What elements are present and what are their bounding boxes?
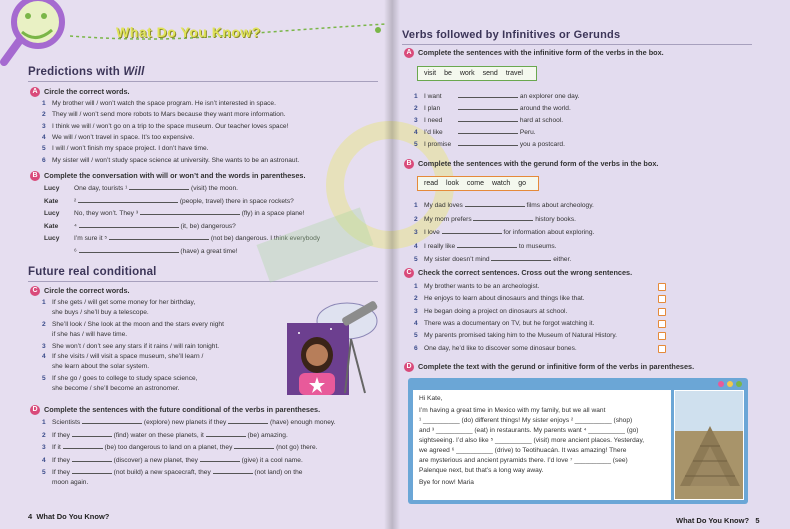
item-number: 3 (42, 122, 46, 130)
list-item: 2 She’ll look / She look at the moon and the stars every night (42, 321, 224, 328)
word-box-infinitive (417, 66, 537, 81)
list-item-continued: she buys / she’ll buy a telescope. (52, 309, 149, 316)
divider (402, 44, 752, 45)
answer-blank[interactable] (79, 248, 179, 253)
window-dot (718, 381, 724, 387)
item-number: 3 (414, 307, 418, 315)
answer-blank[interactable] (82, 419, 142, 424)
word-chip: travel (505, 70, 523, 77)
item-number: 1 (42, 100, 46, 107)
speaker: Kate (44, 222, 59, 230)
letter-line: Hi Kate, (419, 395, 443, 402)
word-chip: work (459, 70, 475, 77)
item-number: 2 (414, 105, 418, 112)
list-item-continued: if she has / will have time. (52, 331, 128, 338)
list-item: 2 They will / won’t send more robots to Mars because they want more information. (42, 111, 286, 119)
list-item-continued: she become / she’ll become an astronomer. (52, 385, 180, 392)
footer-right: What Do You Know? 5 (676, 516, 760, 525)
answer-blank[interactable] (491, 256, 551, 261)
list-item: 1 Scientists (explore) new planets if they (have) enough money. (42, 419, 336, 426)
answer-blank[interactable] (72, 432, 112, 437)
conversation-line: Lucy One day, tourists ¹ (visit) the moon. (44, 185, 238, 192)
word-chip: look (446, 180, 459, 187)
letter-line: ¹ __________ (do) different things! My sister enjoys ² __________ (shop) (419, 417, 633, 424)
item-number: 4 (414, 242, 418, 250)
list-item: 1 I want an explorer one day. (414, 93, 580, 100)
answer-blank[interactable] (442, 229, 502, 234)
list-item: 5 If she go / goes to college to study space science, (42, 375, 198, 382)
speaker: Kate (44, 197, 59, 205)
answer-blank[interactable] (458, 129, 518, 134)
list-item: 4 There was a documentary on TV, but he forgot watching it. (414, 319, 595, 327)
list-item: 4 If she visits / will visit a space museum, she’ll learn / (42, 353, 204, 360)
word-chip: come (466, 180, 484, 187)
item-number: 1 (414, 93, 418, 100)
speaker: Lucy (44, 210, 60, 217)
item-number: 2 (42, 321, 46, 328)
list-item: 3 I need hard at school. (414, 117, 564, 124)
list-item: 5 My sister doesn’t mind either. (414, 256, 572, 263)
item-number: 1 (42, 419, 46, 426)
item-number: 6 (414, 344, 418, 352)
right-exercise-a-instruction: A Complete the sentences with the infinitive form of the verbs in the box. (404, 48, 664, 58)
word-chip: go (518, 180, 527, 187)
right-exercise-d-instruction: D Complete the text with the gerund or infinitive form of the verbs in parentheses. (404, 362, 694, 372)
answer-blank[interactable] (458, 105, 518, 110)
answer-blank[interactable] (458, 93, 518, 98)
list-item: 5 My parents promised taking him to the Museum of Natural History. (414, 332, 618, 340)
answer-checkbox[interactable] (658, 308, 666, 316)
item-number: 3 (414, 229, 418, 236)
answer-checkbox[interactable] (658, 320, 666, 328)
section-title-predictions: Predictions with Will (28, 66, 145, 78)
conversation-line: Kate ² (people, travel) there in space rockets? (44, 197, 294, 205)
conversation-line: Kate ⁴ (it, be) dangerous? (44, 222, 236, 230)
item-number: 4 (42, 133, 46, 141)
item-number: 2 (414, 215, 418, 223)
letter-line: Palenque next, but that’s a long way away. (419, 467, 544, 474)
exercise-b-instruction: B Complete the conversation with will or won’t and the words in parentheses. (30, 171, 306, 181)
answer-checkbox[interactable] (658, 295, 666, 303)
item-number: 2 (414, 295, 418, 303)
item-number: 6 (42, 156, 46, 164)
list-item: 4 If they (discover) a new planet, they (give) it a cool name. (42, 456, 303, 464)
conversation-line: Lucy No, they won’t. They ³ (fly) in a space plane! (44, 210, 305, 217)
footer-left: 4 What Do You Know? (28, 512, 110, 521)
item-number: 1 (414, 202, 418, 209)
answer-blank[interactable] (465, 202, 525, 207)
item-number: 2 (42, 111, 46, 119)
word-chip: watch (491, 180, 511, 187)
list-item: 3 I think we will / won’t go on a trip to the space museum. Our teacher loves space! (42, 122, 289, 130)
list-item: 3 If it (be) too dangerous to land on a planet, they (not go) there. (42, 444, 318, 451)
exercise-c-instruction: C Circle the correct words. (30, 286, 130, 296)
item-number: 4 (42, 456, 46, 464)
list-item: 3 I love for information about exploring. (414, 229, 595, 236)
answer-blank[interactable] (458, 117, 518, 122)
list-item: 4 I’d like Peru. (414, 129, 536, 136)
speaker: Lucy (44, 235, 60, 242)
list-item: 5 I promise you a postcard. (414, 141, 565, 148)
list-item: 1 If she gets / will get some money for her birthday, (42, 299, 196, 306)
word-chip: visit (424, 70, 437, 77)
item-number: 5 (42, 145, 46, 153)
conversation-line: ⁶ (have) a great time! (74, 247, 238, 255)
answer-blank[interactable] (473, 216, 533, 221)
list-item: 6 One day, he’d like to discover some dinosaur bones. (414, 344, 577, 352)
window-dot (727, 381, 733, 387)
item-number: 1 (42, 299, 46, 306)
item-number: 5 (414, 256, 418, 263)
letter-line: are mysterious and ancient pyramids there. I’d love ⁷ __________ (see) (419, 457, 628, 464)
item-number: 1 (414, 283, 418, 290)
answer-blank[interactable] (72, 469, 112, 474)
letter-line: Bye for now! Maria (419, 479, 474, 486)
word-chip: be (444, 70, 452, 77)
answer-blank[interactable] (206, 432, 246, 437)
section-title-conditional: Future real conditional (28, 266, 157, 278)
item-number: 4 (42, 353, 46, 360)
answer-checkbox[interactable] (658, 345, 666, 353)
letter-line: sightseeing. I’d also like ⁵ __________ (visit) more ancient places. Yesterday, (419, 437, 645, 444)
list-item: 2 If they (find) water on these planets, it (be) amazing. (42, 431, 288, 439)
answer-blank[interactable] (109, 235, 209, 240)
word-chip: read (424, 180, 439, 187)
conversation-line: Lucy I’m sure it ⁵ (not be) dangerous. I think everybody (44, 235, 321, 242)
book-gutter (384, 0, 400, 529)
item-number: 5 (42, 469, 46, 476)
item-number: 5 (414, 141, 418, 148)
letter-text (413, 390, 671, 500)
banner-title: What Do You Know? (116, 24, 261, 40)
answer-blank[interactable] (457, 243, 517, 248)
list-item: 3 He began doing a project on dinosaurs at school. (414, 307, 568, 315)
item-number: 3 (42, 343, 46, 350)
item-number: 4 (414, 129, 418, 136)
item-number: 3 (414, 117, 418, 124)
list-item: 1 My brother wants to be an archeologist. (414, 283, 540, 290)
list-item: 5 I will / won’t finish my space project. I don’t have time. (42, 145, 209, 153)
letter-line: and ³ __________ (eat) in restaurants. My parents want ⁴ __________ (go) (419, 427, 639, 434)
list-item: 2 My mom prefers history books. (414, 215, 576, 223)
list-item: 6 My sister will / won’t study space science at university. She wants to be an astronaut. (42, 156, 300, 164)
list-item-continued: she learn about the solar system. (52, 363, 150, 370)
answer-blank[interactable] (140, 210, 240, 215)
pyramid-photo (674, 390, 744, 500)
answer-checkbox[interactable] (658, 283, 666, 291)
list-item: 1 My dad loves films about archeology. (414, 202, 594, 209)
item-number: 5 (42, 375, 46, 382)
list-item: 4 We will / won’t travel in space. It’s too expensive. (42, 133, 195, 141)
letter-line: we agreed ⁶ __________ (drive) to Teotihuacán. It was amazing! There (419, 447, 627, 454)
answer-blank[interactable] (458, 141, 518, 146)
exercise-a-instruction: A Circle the correct words. (30, 87, 130, 97)
right-exercise-c-instruction: C Check the correct sentences. Cross out the wrong sentences. (404, 268, 632, 278)
right-page-title: Verbs followed by Infinitives or Gerunds (402, 29, 621, 41)
item-number: 5 (414, 332, 418, 340)
answer-blank[interactable] (78, 198, 178, 203)
window-dot (736, 381, 742, 387)
answer-blank[interactable] (129, 185, 189, 190)
list-item-continued: moon again. (52, 479, 89, 486)
exercise-d-instruction: D Complete the sentences with the future conditional of the verbs in parentheses. (30, 405, 320, 415)
answer-blank[interactable] (234, 444, 274, 449)
speaker: Lucy (44, 185, 60, 192)
divider (28, 81, 378, 82)
answer-blank[interactable] (228, 419, 268, 424)
word-chip: send (482, 70, 498, 77)
list-item: 3 She won’t / don’t see any stars if it rains / will rain tonight. (42, 343, 220, 350)
list-item: 5 If they (not build) a new spacecraft, they (not land) on the (42, 469, 303, 476)
item-number: 4 (414, 319, 418, 327)
list-item: 2 He enjoys to learn about dinosaurs and things like that. (414, 295, 585, 303)
answer-blank[interactable] (72, 457, 112, 462)
answer-blank[interactable] (200, 457, 240, 462)
answer-blank[interactable] (213, 469, 253, 474)
item-number: 3 (42, 444, 46, 451)
right-exercise-b-instruction: B Complete the sentences with the gerund form of the verbs in the box. (404, 159, 658, 169)
answer-blank[interactable] (63, 444, 103, 449)
word-box-gerund (417, 176, 539, 191)
answer-checkbox[interactable] (658, 332, 666, 340)
list-item: 4 I really like to museums. (414, 242, 557, 250)
letter-line: I’m having a great time in Mexico with my family, but we all want (419, 407, 606, 414)
list-item: 2 I plan around the world. (414, 105, 571, 112)
answer-blank[interactable] (79, 223, 179, 228)
list-item: 1 My brother will / won’t watch the space program. He isn’t interested in space. (42, 100, 276, 107)
item-number: 2 (42, 431, 46, 439)
